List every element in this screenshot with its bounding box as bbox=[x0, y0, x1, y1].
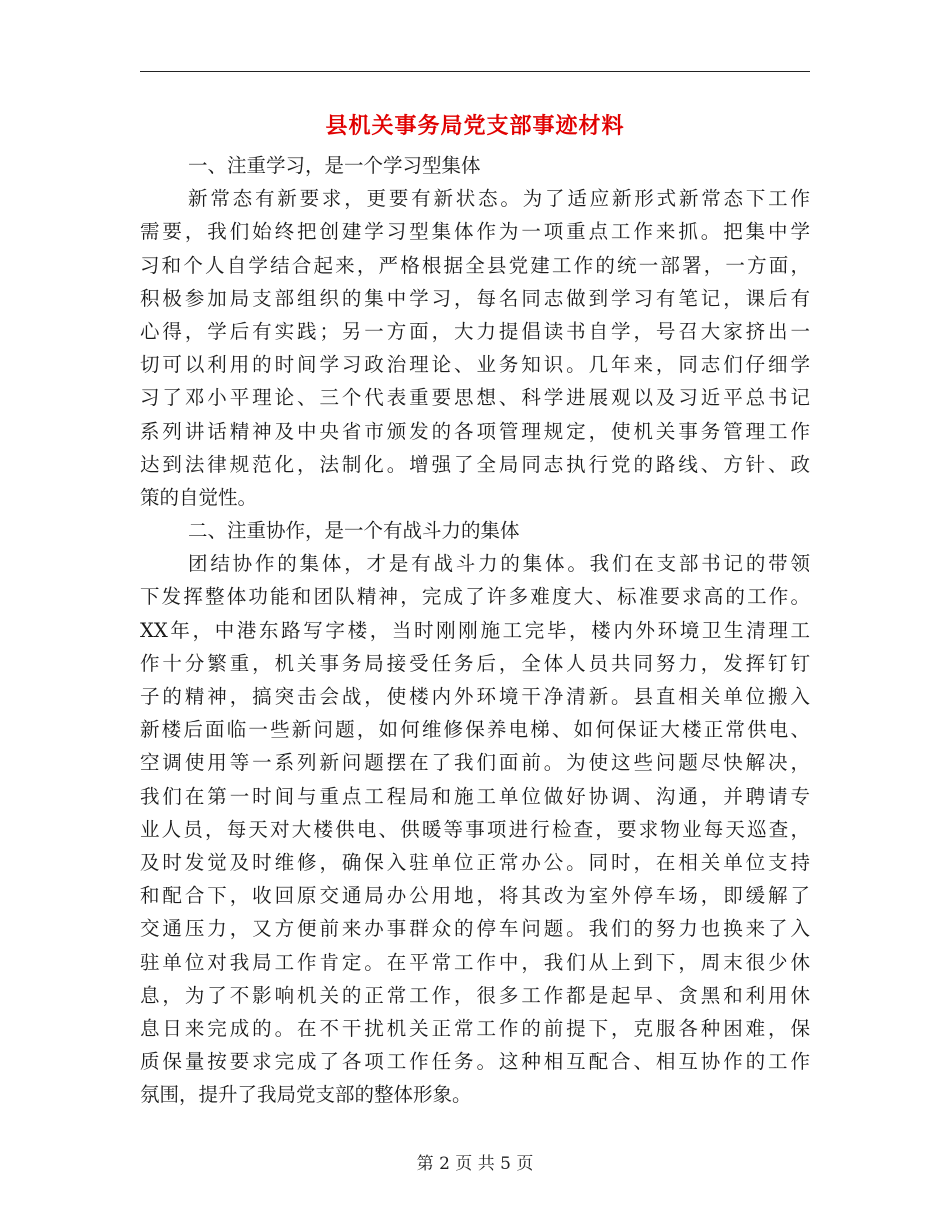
paragraph-line: 息日来完成的。在不干扰机关正常工作的前提下，克服各种困难，保 bbox=[140, 1016, 810, 1040]
paragraph-line: 质保量按要求完成了各项工作任务。这种相互配合、相互协作的工作 bbox=[140, 1050, 810, 1074]
paragraph-line: 我们在第一时间与重点工程局和施工单位做好协调、沟通，并聘请专 bbox=[140, 784, 810, 808]
paragraph-line: 下发挥整体功能和团队精神，完成了许多难度大、标准要求高的工作。 bbox=[140, 585, 810, 609]
paragraph-line: 达到法律规范化，法制化。增强了全局同志执行党的路线、方针、政 bbox=[140, 452, 810, 476]
paragraph-line: 习了邓小平理论、三个代表重要思想、科学进展观以及习近平总书记 bbox=[140, 386, 810, 410]
section-heading: 一、注重学习，是一个学习型集体 bbox=[188, 154, 481, 177]
paragraph-line: 息，为了不影响机关的正常工作，很多工作都是起早、贪黑和利用休 bbox=[140, 983, 810, 1007]
paragraph-line: 氛围，提升了我局党支部的整体形象。 bbox=[140, 1083, 472, 1107]
paragraph-line: 作十分繁重，机关事务局接受任务后，全体人员共同努力，发挥钉钉 bbox=[140, 651, 810, 675]
paragraph-line: 积极参加局支部组织的集中学习，每名同志做到学习有笔记，课后有 bbox=[140, 286, 810, 310]
paragraph-line: 习和个人自学结合起来，严格根据全县党建工作的统一部署，一方面， bbox=[140, 253, 810, 277]
paragraph-line: 和配合下，收回原交通局办公用地，将其改为室外停车场，即缓解了 bbox=[140, 884, 810, 908]
paragraph-line: 及时发觉及时维修，确保入驻单位正常办公。同时，在相关单位支持 bbox=[140, 850, 810, 874]
paragraph-line: 业人员，每天对大楼供电、供暖等事项进行检查，要求物业每天巡查， bbox=[140, 817, 810, 841]
paragraph-line: 切可以利用的时间学习政治理论、业务知识。几年来，同志们仔细学 bbox=[140, 353, 810, 377]
paragraph-line: 需要，我们始终把创建学习型集体作为一项重点工作来抓。把集中学 bbox=[140, 220, 810, 244]
paragraph-line: 新楼后面临一些新问题，如何维修保养电梯、如何保证大楼正常供电、 bbox=[140, 718, 810, 742]
paragraph-line: 空调使用等一系列新问题摆在了我们面前。为使这些问题尽快解决， bbox=[140, 751, 810, 775]
paragraph-line: 心得，学后有实践；另一方面，大力提倡读书自学，号召大家挤出一 bbox=[140, 319, 810, 343]
header-rule bbox=[140, 71, 810, 72]
paragraph-line: 驻单位对我局工作肯定。在平常工作中，我们从上到下，周末很少休 bbox=[140, 950, 810, 974]
paragraph-line: 子的精神，搞突击会战，使楼内外环境干净清新。县直相关单位搬入 bbox=[140, 685, 810, 708]
paragraph-line: XX年，中港东路写字楼，当时刚刚施工完毕，楼内外环境卫生清理工 bbox=[140, 618, 810, 642]
paragraph-line: 交通压力，又方便前来办事群众的停车问题。我们的努力也换来了入 bbox=[140, 917, 810, 941]
document-body bbox=[140, 149, 810, 1111]
section-heading: 二、注重协作，是一个有战斗力的集体 bbox=[188, 519, 520, 543]
paragraph-line: 新常态有新要求，更要有新状态。为了适应新形式新常态下工作 bbox=[188, 187, 810, 211]
document-title: 县机关事务局党支部事迹材料 bbox=[325, 113, 625, 139]
paragraph-line: 团结协作的集体，才是有战斗力的集体。我们在支部书记的带领 bbox=[188, 552, 810, 576]
paragraph-line: 策的自觉性。 bbox=[140, 485, 258, 509]
paragraph-line: 系列讲话精神及中央省市颁发的各项管理规定，使机关事务管理工作 bbox=[140, 419, 810, 443]
page-number: 第 2 页 共 5 页 bbox=[416, 1154, 534, 1174]
